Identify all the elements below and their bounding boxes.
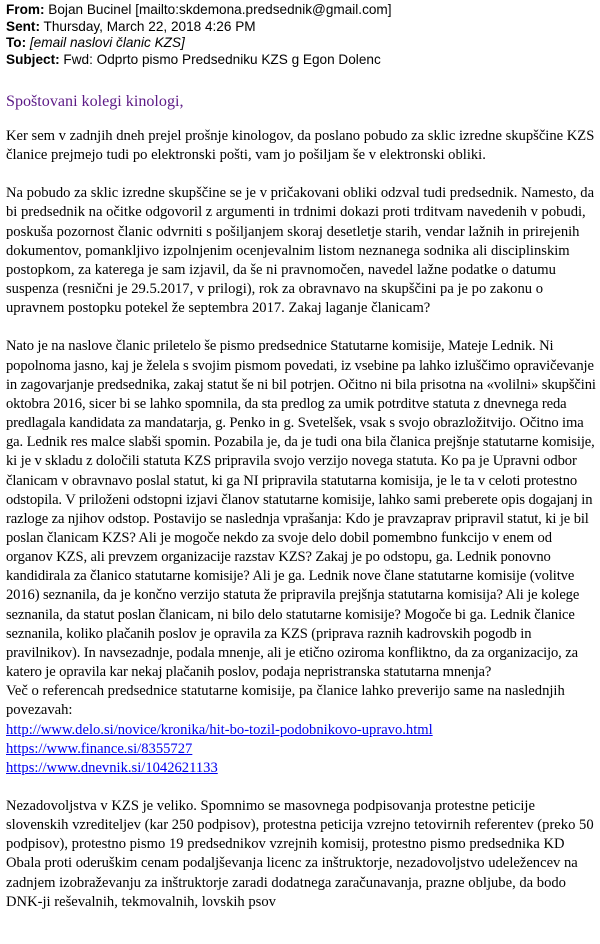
header-to-row xyxy=(6,35,596,52)
link-finance[interactable]: https://www.finance.si/8355727 xyxy=(6,740,193,757)
sent-value: Thursday, March 22, 2018 4:26 PM xyxy=(43,18,256,34)
paragraph-2: Na pobudo za sklic izredne skupščine se je v pričakovani obliki odzval tudi predsednik. Namesto, da bi predsednik na očitke odgovoril z argumenti in trdnimi dokazi proti trditvam navedenih v pobudi, poskuša pozornost članic odvrniti s pošiljanjem skoraj desetletje starih, vendar lažnih in prirejenih dokumentov, pomankljivo izpolnjenim ocenjevalnim listom neznanega sodnika ali disciplinskim postopkom, za katerega je sam izjavil, da še ni pravnomočen, navedel lažne podatke o datumu suspenza (resnični je 29.5.2017, v prilogi), rok za obravnavo na skupščini pa je po zakonu o upravnem postopku potekel že septembra 2017. Zakaj laganje članicam? xyxy=(6,185,595,317)
from-value: Bojan Bucinel [mailto:skdemona.predsednik@gmail.com] xyxy=(48,2,392,17)
to-label: To: xyxy=(6,35,27,50)
paragraph-1: Ker sem v zadnjih dneh prejel prošnje kinologov, da poslano pobudo za sklic izredne skupščine KZS članice prejmejo tudi po elektronski pošti, vam jo pošiljam še v elektronski obliki. xyxy=(6,128,595,164)
greeting: Spoštovani kolegi kinologi, xyxy=(6,93,184,110)
header-sent-row xyxy=(6,19,596,36)
from-label: From: xyxy=(6,2,45,17)
links-list xyxy=(6,721,598,778)
email-body xyxy=(6,127,598,931)
email-header xyxy=(6,2,596,68)
paragraph-3-links-intro: Več o referencah predsednice statutarne komisije, pa članice lahko preverijo same na naslednjih povezavah: xyxy=(6,683,565,719)
link-dnevnik[interactable]: https://www.dnevnik.si/1042621133 xyxy=(6,759,218,776)
link-delo[interactable]: http://www.delo.si/novice/kronika/hit-bo-tozil-podobnikovo-upravo.html xyxy=(6,721,433,738)
paragraph-3: Nato je na naslove članic priletelo še pismo predsednice Statutarne komisije, Mateje Lednik. Ni popolnoma jasno, kaj je želela s svojim pismom povedati, iz vsebine pa lahko izluščimo opravičevanje in zagovarjanje predsednika, zakaj statut še ni bil potrjen. Očitno ni bila prisotna na «volilni» skupščini oktobra 2016, sicer bi se lahko spomnila, da sta predlog za umik potrditve statuta z dnevnega reda predlagala kandidata za mandatarja, g. Penko in g. Svetelšek, vsak s svojo obrazložitvijo. Očitno ima ga. Lednik res malce slabši spomin. Pozabila je, da je tudi ona bila članica prejšnje statutarne komisije, ki je v skladu z določili statuta KZS pripravila svojo verzijo novega statuta. Ko pa je Upravni odbor članicam v obravnavo poslal statut, ki ga NI pripravila statutarna komisija, je le ta v celoti protestno odstopila. V priloženi odstopni izjavi članov statutarne komisije, lahko sami preberete opis dogajanj in razloge za njihov odstop. Postavijo se naslednja vprašanja: Kdo je pravzaprav pripravil statut, ki je bil poslan članicam KZS? Ali je mogoče nekdo za svoje delo dobil pomembno funkcijo v enem od organov KZS, ali prevzem organizacije razstav KZS? Zakaj je po odstopu, ga. Lednik ponovno kandidirala za članico statutarne komisije? Ali je ga. Lednik nove člane statutarne komisije (volitve 2016) seznanila, da je končno verzijo statuta že pripravila prejšnja statutarna komisija? Ali je kolege seznanila, da statut poslan članicam, ni bilo delo statutarne komisije? Mogoče bi ga. Lednik članice seznanila, koliko plačanih poslov je opravila za KZS (priprava raznih kadrovskih pogodb in pravilnikov). In navsezadnje, podala mnenje, ali je etično oziroma konfliktno, da za organizacijo, za katero je opravila kar nekaj plačanih poslov, podaja nepristranska statutarna mnenja? xyxy=(6,338,596,681)
subject-label: Subject: xyxy=(6,51,60,67)
to-value: [email naslovi članic KZS] xyxy=(29,35,185,50)
header-subject-row xyxy=(6,52,596,69)
subject-value: Fwd: Odprto pismo Predsedniku KZS g Egon Dolenc xyxy=(63,51,381,67)
header-from-row xyxy=(6,2,596,19)
paragraph-4: Nezadovoljstva v KZS je veliko. Spomnimo se masovnega podpisovanja protestne peticije slovenskih vzrediteljev (kar 250 podpisov), protestna peticija vzrejno tetovirnih referentev (preko 50 podpisov), protestno pismo 19 predsednikov vzrejnih komisij, protestno pismo predsednika KD Obala proti oderuškim cenam podaljševanja licenc za inštruktorje, nezadovoljstvo udeležencev na zadnjem izobraževanju za inštruktorje zaradi dodatnega zaračunavanja, prazne obljube, da bodo DNK-ji reševalnih, tekmovalnih, lovskih psov xyxy=(6,798,594,910)
sent-label: Sent: xyxy=(6,18,40,34)
